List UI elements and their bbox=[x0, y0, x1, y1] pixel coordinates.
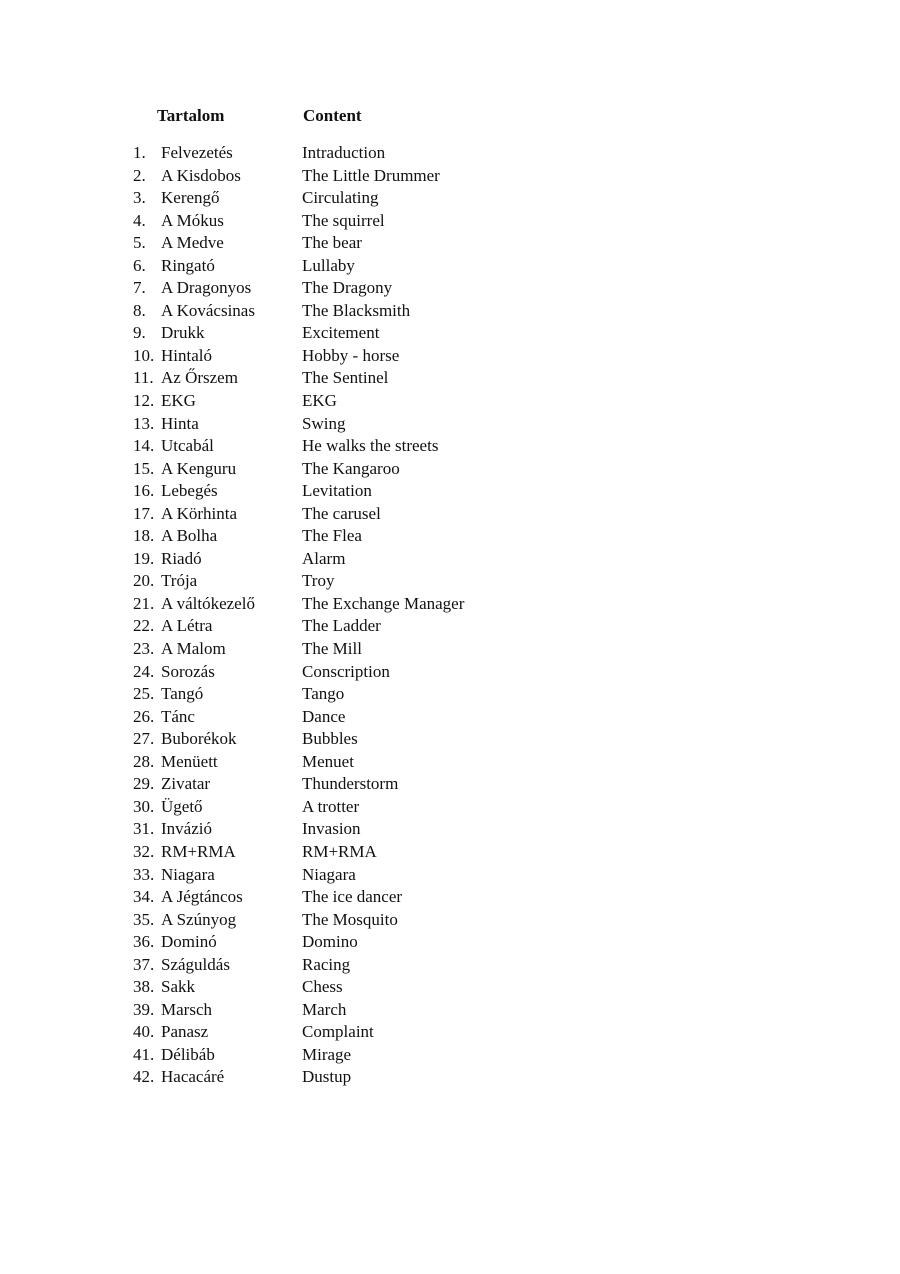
item-title-english: The bear bbox=[302, 233, 362, 253]
item-title-hungarian: Hintaló bbox=[161, 345, 212, 365]
item-title-english: Invasion bbox=[302, 819, 361, 839]
item-title-hungarian: Buborékok bbox=[161, 729, 237, 749]
item-title-english: The Blacksmith bbox=[302, 300, 411, 320]
item-title-hungarian: Lebegés bbox=[161, 481, 218, 501]
item-number: 36. bbox=[133, 932, 155, 952]
list-item bbox=[0, 1066, 900, 1089]
item-title-english: The Sentinel bbox=[302, 368, 389, 388]
item-title-hungarian: A Létra bbox=[161, 616, 213, 636]
item-title-english: Racing bbox=[302, 954, 351, 974]
item-number: 31. bbox=[133, 819, 155, 839]
item-number: 12. bbox=[133, 391, 155, 411]
item-title-hungarian: EKG bbox=[161, 391, 196, 411]
list-item bbox=[0, 593, 900, 616]
item-title-hungarian: Riadó bbox=[161, 548, 202, 568]
item-number: 7. bbox=[133, 278, 146, 298]
item-number: 20. bbox=[133, 571, 155, 591]
item-title-hungarian: Menüett bbox=[161, 751, 218, 771]
item-title-english: Swing bbox=[302, 413, 346, 433]
item-number: 34. bbox=[133, 887, 155, 907]
item-number: 32. bbox=[133, 841, 155, 861]
list-item bbox=[0, 142, 900, 165]
list-item bbox=[0, 706, 900, 729]
item-title-english: Chess bbox=[302, 977, 343, 997]
item-title-english: Mirage bbox=[302, 1044, 352, 1064]
list-item bbox=[0, 322, 900, 345]
list-item bbox=[0, 165, 900, 188]
item-title-hungarian: A Kisdobos bbox=[161, 165, 241, 185]
item-number: 19. bbox=[133, 548, 155, 568]
list-item bbox=[0, 886, 900, 909]
item-number: 15. bbox=[133, 458, 155, 478]
item-title-english: Complaint bbox=[302, 1022, 374, 1042]
list-item bbox=[0, 232, 900, 255]
list-item bbox=[0, 277, 900, 300]
item-title-english: The Little Drummer bbox=[302, 165, 440, 185]
item-title-english: Domino bbox=[302, 932, 358, 952]
item-title-hungarian: A Malom bbox=[161, 639, 226, 659]
list-item bbox=[0, 413, 900, 436]
list-item bbox=[0, 255, 900, 278]
item-title-english: Alarm bbox=[302, 548, 346, 568]
item-title-hungarian: A Bolha bbox=[161, 526, 218, 546]
item-title-hungarian: Délibáb bbox=[161, 1044, 215, 1064]
item-title-hungarian: A Körhinta bbox=[161, 503, 238, 523]
item-number: 8. bbox=[133, 300, 146, 320]
item-title-english: Conscription bbox=[302, 661, 390, 681]
item-title-hungarian: Tangó bbox=[161, 684, 204, 704]
item-title-hungarian: A Mókus bbox=[161, 210, 224, 230]
list-item bbox=[0, 458, 900, 481]
item-title-english: He walks the streets bbox=[302, 436, 439, 456]
item-number: 29. bbox=[133, 774, 155, 794]
item-title-hungarian: Sakk bbox=[161, 977, 195, 997]
list-item bbox=[0, 367, 900, 390]
item-number: 10. bbox=[133, 345, 155, 365]
list-item bbox=[0, 954, 900, 977]
list-item bbox=[0, 864, 900, 887]
item-title-english: The squirrel bbox=[302, 210, 385, 230]
item-title-hungarian: A Dragonyos bbox=[161, 278, 252, 298]
list-item bbox=[0, 728, 900, 751]
item-title-hungarian: Ügető bbox=[161, 796, 203, 816]
item-number: 33. bbox=[133, 864, 155, 884]
list-item bbox=[0, 683, 900, 706]
item-title-english: The Kangaroo bbox=[302, 458, 400, 478]
list-item bbox=[0, 773, 900, 796]
item-title-hungarian: Tánc bbox=[161, 706, 195, 726]
list-item bbox=[0, 480, 900, 503]
item-number: 25. bbox=[133, 684, 155, 704]
item-title-hungarian: Hacacáré bbox=[161, 1067, 225, 1087]
header-hungarian: Tartalom bbox=[157, 106, 225, 125]
item-title-hungarian: Az Őrszem bbox=[161, 368, 238, 388]
item-number: 22. bbox=[133, 616, 155, 636]
item-title-english: Circulating bbox=[302, 188, 379, 208]
item-title-english: Bubbles bbox=[302, 729, 358, 749]
list-item bbox=[0, 909, 900, 932]
item-title-english: Dance bbox=[302, 706, 346, 726]
table-of-contents-header bbox=[0, 106, 900, 128]
item-number: 24. bbox=[133, 661, 155, 681]
item-title-hungarian: Hinta bbox=[161, 413, 199, 433]
item-title-hungarian: A Jégtáncos bbox=[161, 887, 243, 907]
item-number: 3. bbox=[133, 188, 146, 208]
item-title-hungarian: A Kovácsinas bbox=[161, 300, 255, 320]
table-of-contents-list bbox=[0, 142, 900, 1089]
item-number: 27. bbox=[133, 729, 155, 749]
item-number: 6. bbox=[133, 255, 146, 275]
item-number: 23. bbox=[133, 639, 155, 659]
item-number: 38. bbox=[133, 977, 155, 997]
item-title-english: Niagara bbox=[302, 864, 356, 884]
item-title-english: Troy bbox=[302, 571, 335, 591]
list-item bbox=[0, 796, 900, 819]
list-item bbox=[0, 390, 900, 413]
item-title-hungarian: Dominó bbox=[161, 932, 217, 952]
item-title-english: The Flea bbox=[302, 526, 362, 546]
list-item bbox=[0, 187, 900, 210]
item-title-hungarian: Invázió bbox=[161, 819, 212, 839]
item-number: 30. bbox=[133, 796, 155, 816]
item-number: 28. bbox=[133, 751, 155, 771]
item-title-hungarian: Ringató bbox=[161, 255, 215, 275]
item-number: 4. bbox=[133, 210, 146, 230]
item-number: 41. bbox=[133, 1044, 155, 1064]
list-item bbox=[0, 525, 900, 548]
item-title-english: The Mosquito bbox=[302, 909, 398, 929]
item-title-hungarian: A Szúnyog bbox=[161, 909, 237, 929]
list-item bbox=[0, 615, 900, 638]
item-title-english: The Exchange Manager bbox=[302, 593, 465, 613]
item-number: 26. bbox=[133, 706, 155, 726]
item-title-english: Tango bbox=[302, 684, 345, 704]
item-title-hungarian: A Kenguru bbox=[161, 458, 237, 478]
item-title-english: A trotter bbox=[302, 796, 360, 816]
list-item bbox=[0, 570, 900, 593]
list-item bbox=[0, 548, 900, 571]
item-number: 9. bbox=[133, 323, 146, 343]
list-item bbox=[0, 841, 900, 864]
list-item bbox=[0, 999, 900, 1022]
item-title-hungarian: A Medve bbox=[161, 233, 224, 253]
list-item bbox=[0, 931, 900, 954]
item-number: 42. bbox=[133, 1067, 155, 1087]
list-item bbox=[0, 300, 900, 323]
list-item bbox=[0, 345, 900, 368]
list-item bbox=[0, 818, 900, 841]
list-item bbox=[0, 661, 900, 684]
item-number: 17. bbox=[133, 503, 155, 523]
item-number: 11. bbox=[133, 368, 154, 388]
item-number: 40. bbox=[133, 1022, 155, 1042]
item-title-english: Lullaby bbox=[302, 255, 355, 275]
list-item bbox=[0, 503, 900, 526]
item-title-english: The Ladder bbox=[302, 616, 381, 636]
item-title-english: The ice dancer bbox=[302, 887, 403, 907]
item-title-english: EKG bbox=[302, 391, 337, 411]
list-item bbox=[0, 976, 900, 999]
item-title-hungarian: Marsch bbox=[161, 999, 212, 1019]
item-title-english: March bbox=[302, 999, 347, 1019]
item-number: 2. bbox=[133, 165, 146, 185]
item-number: 37. bbox=[133, 954, 155, 974]
item-title-english: RM+RMA bbox=[302, 841, 377, 861]
item-title-english: Levitation bbox=[302, 481, 372, 501]
header-english: Content bbox=[303, 106, 362, 125]
item-title-hungarian: Utcabál bbox=[161, 436, 214, 456]
item-title-hungarian: Felvezetés bbox=[161, 143, 233, 162]
item-title-english: Menuet bbox=[302, 751, 354, 771]
item-number: 13. bbox=[133, 413, 155, 433]
item-title-english: Excitement bbox=[302, 323, 380, 343]
item-title-english: Intraduction bbox=[302, 143, 386, 162]
list-item bbox=[0, 638, 900, 661]
item-number: 1. bbox=[133, 143, 146, 162]
item-title-hungarian: Drukk bbox=[161, 323, 205, 343]
list-item bbox=[0, 435, 900, 458]
item-title-hungarian: Kerengő bbox=[161, 188, 220, 208]
item-title-english: The Mill bbox=[302, 639, 362, 659]
list-item bbox=[0, 210, 900, 233]
item-number: 35. bbox=[133, 909, 155, 929]
item-title-english: Dustup bbox=[302, 1067, 352, 1087]
item-title-hungarian: Trója bbox=[161, 571, 198, 591]
list-item bbox=[0, 751, 900, 774]
item-title-hungarian: Sorozás bbox=[161, 661, 215, 681]
item-title-hungarian: Zivatar bbox=[161, 774, 211, 794]
item-number: 5. bbox=[133, 233, 146, 253]
list-item bbox=[0, 1021, 900, 1044]
item-number: 39. bbox=[133, 999, 155, 1019]
item-title-hungarian: Niagara bbox=[161, 864, 215, 884]
item-number: 16. bbox=[133, 481, 155, 501]
item-number: 18. bbox=[133, 526, 155, 546]
item-title-english: Thunderstorm bbox=[302, 774, 399, 794]
item-title-english: The carusel bbox=[302, 503, 381, 523]
item-title-english: The Dragony bbox=[302, 278, 393, 298]
item-title-hungarian: Panasz bbox=[161, 1022, 209, 1042]
item-title-hungarian: A váltókezelő bbox=[161, 593, 255, 613]
item-number: 14. bbox=[133, 436, 155, 456]
item-number: 21. bbox=[133, 593, 155, 613]
item-title-english: Hobby - horse bbox=[302, 345, 400, 365]
list-item bbox=[0, 1044, 900, 1067]
item-title-hungarian: RM+RMA bbox=[161, 841, 236, 861]
item-title-hungarian: Száguldás bbox=[161, 954, 230, 974]
